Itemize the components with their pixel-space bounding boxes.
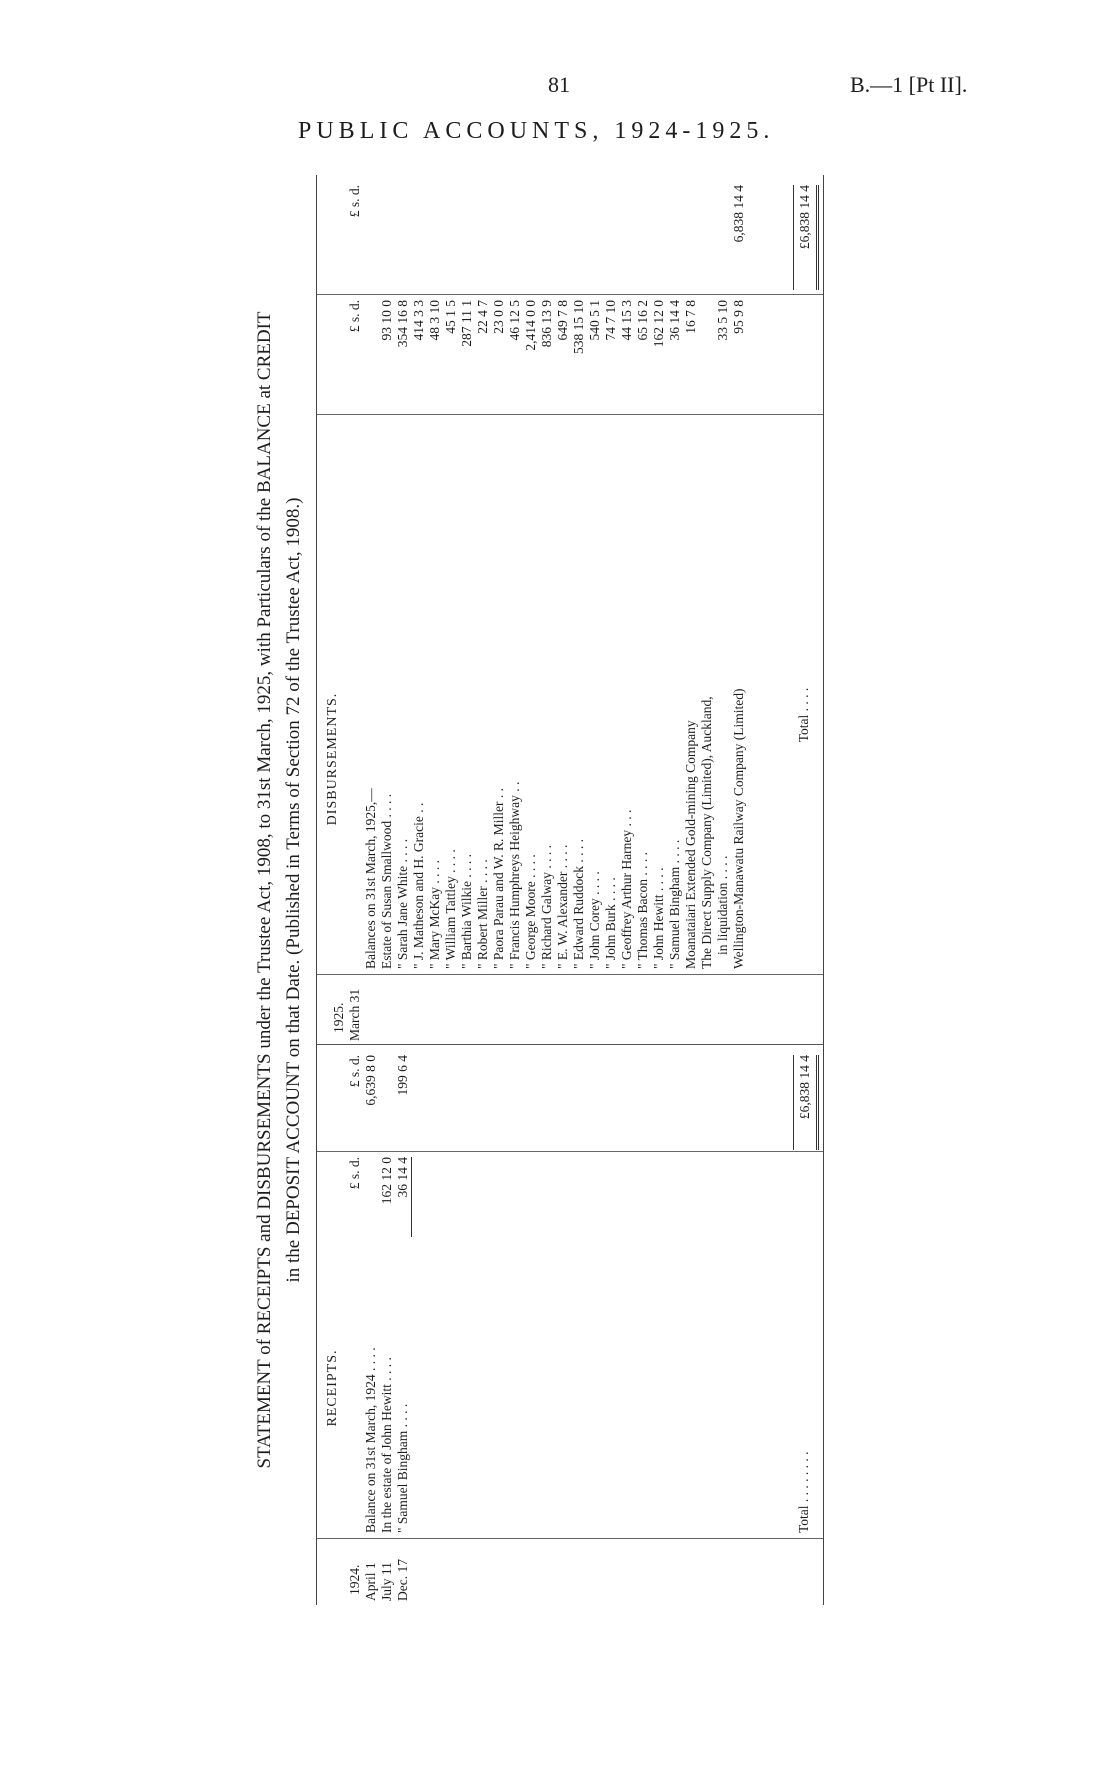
running-title: PUBLIC ACCOUNTS, 1924-1925.	[298, 118, 775, 144]
receipt-date: July 11	[379, 1562, 394, 1601]
disbursement-amount: 95 9 8	[731, 300, 746, 334]
statement-title-line1: STATEMENT of RECEIPTS and DISBURSEMENTS under the Trustee Act, 1908, to 31st March, 1925, with Particulars of the BALANCE at CREDIT	[254, 311, 275, 1469]
disbursement-description: Moanataiari Extended Gold-mining Company	[683, 720, 698, 969]
disbursement-row	[667, 175, 683, 1045]
disbursement-amount: 44 15 3	[619, 300, 634, 341]
disbursement-row	[587, 175, 603, 1045]
disbursement-amount: 287 11 1	[459, 300, 474, 347]
disbursement-description: Balances on 31st March, 1925,—	[363, 788, 378, 969]
disbursement-description: Wellington-Manawatu Railway Company (Limited)	[731, 688, 746, 969]
receipts-total-row	[793, 1045, 815, 1605]
disbursement-row	[603, 175, 619, 1045]
receipts-money-header-inner: £ s. d.	[347, 1157, 362, 1190]
page-number: 81	[548, 72, 570, 97]
disbursement-description: " Francis Humphreys Heighway . .	[507, 781, 522, 969]
disbursement-row	[699, 175, 715, 1045]
disbursement-amount: 2,414 0 0	[523, 300, 538, 351]
receipts-heading: RECEIPTS.	[325, 1349, 340, 1427]
disbursement-row	[619, 175, 635, 1045]
receipt-description: " Samuel Bingham . . . .	[395, 1403, 410, 1533]
disbursement-description: " J. Matheson and H. Gracie . .	[411, 802, 426, 969]
receipt-description: Balance on 31st March, 1924 . . . .	[363, 1347, 378, 1533]
disbursement-description: " John Corey . . . .	[587, 871, 602, 969]
receipt-date: Dec. 17	[395, 1559, 410, 1601]
disbursement-row	[715, 175, 731, 1045]
disbursement-amount: 74 7 10	[603, 300, 618, 341]
receipts-rows	[363, 1045, 411, 1605]
disbursement-amount: 22 4 7	[475, 300, 490, 334]
disbursement-row	[411, 175, 427, 1045]
disbursement-amount: 414 3 3	[411, 300, 426, 341]
disbursement-row	[539, 175, 555, 1045]
disbursement-row	[651, 175, 667, 1045]
disbursement-row	[379, 175, 395, 1045]
disbursement-description: " William Tattley . . . .	[443, 849, 458, 969]
accounts-table	[316, 175, 824, 1605]
disbursements-rows	[363, 175, 747, 1045]
receipt-outer-amount: 199 6 4	[395, 1055, 410, 1096]
disbursement-description: " Mary McKay . . . .	[427, 860, 442, 969]
disbursement-amount: 538 15 10	[571, 300, 586, 354]
statement-title	[250, 175, 309, 1605]
page-header	[0, 0, 1114, 180]
disbursement-amount: 23 0 0	[491, 300, 506, 334]
disbursement-description: " E. W. Alexander . . . .	[555, 844, 570, 969]
receipt-row	[363, 1045, 379, 1605]
disbursement-description: The Direct Supply Company (Limited), Auckland,	[699, 696, 714, 969]
disbursement-description: " Edward Ruddock . . . .	[571, 839, 586, 969]
disbursements-year: 1925.	[331, 1002, 346, 1033]
disbursement-amount: 65 16 2	[635, 300, 650, 341]
disbursements-total-label: Total . . . .	[796, 687, 811, 743]
disbursement-row	[635, 175, 651, 1045]
disbursements-money-header-inner: £ s. d.	[347, 300, 362, 333]
disbursement-amount: 649 7 8	[555, 300, 570, 341]
receipt-row	[395, 1045, 411, 1605]
disbursements-sum-value: 6,838 14 4	[731, 185, 746, 243]
disbursement-amount: 836 13 9	[539, 300, 554, 348]
disbursement-row	[571, 175, 587, 1045]
receipt-row	[379, 1045, 395, 1605]
disbursement-description: in liquidation . . . .	[715, 855, 730, 955]
disbursements-date: March 31	[347, 988, 362, 1041]
disbursement-amount: 540 5 1	[587, 300, 602, 341]
disbursement-row	[443, 175, 459, 1045]
disbursement-description: " Geoffrey Arthur Harney . . .	[619, 809, 634, 969]
disbursement-description: " George Moore . . . .	[523, 854, 538, 969]
disbursement-row	[731, 175, 747, 1045]
receipts-total-value: £6,838 14 4	[793, 1055, 819, 1150]
receipt-outer-amount: 6,639 8 0	[363, 1055, 378, 1106]
disbursement-row	[395, 175, 411, 1045]
statement-title-line2: in the DEPOSIT ACCOUNT on that Date. (Published in Terms of Section 72 of the Trustee Act, 1908.)	[283, 497, 305, 1283]
disbursement-description: " Samuel Bingham . . . .	[667, 839, 682, 969]
receipt-inner-amount: 162 12 0	[379, 1157, 394, 1205]
disbursement-amount: 45 1 5	[443, 300, 458, 334]
disbursement-description: " Barthia Wilkie . . . .	[459, 854, 474, 969]
disbursement-row	[507, 175, 523, 1045]
disbursement-amount: 48 3 10	[427, 300, 442, 341]
disbursement-amount: 33 5 10	[715, 300, 730, 341]
receipts-total-label: Total . . . . . . . .	[796, 1451, 811, 1533]
disbursement-description: " Sarah Jane White . . . .	[395, 838, 410, 969]
disbursement-row	[683, 175, 699, 1045]
disbursement-description: " John Burk . . . .	[603, 877, 618, 969]
disbursement-description: " Thomas Bacon . . . .	[635, 852, 650, 969]
disbursement-row	[555, 175, 571, 1045]
disbursements-total-row	[793, 175, 815, 1045]
rotated-statement	[250, 175, 835, 1605]
disbursement-amount: 354 16 8	[395, 300, 410, 348]
disbursement-amount: 36 14 4	[667, 300, 682, 341]
parliamentary-reference: B.—1 [Pt II].	[850, 72, 968, 97]
disbursement-row	[475, 175, 491, 1045]
receipts-section	[317, 1044, 823, 1605]
disbursement-row	[523, 175, 539, 1045]
disbursements-total-value: £6,838 14 4	[793, 185, 819, 290]
disbursements-section	[317, 175, 823, 1045]
disbursement-amount: 46 12 5	[507, 300, 522, 341]
disbursement-amount: 93 10 0	[379, 300, 394, 341]
receipt-inner-amount: 36 14 4	[395, 1157, 412, 1237]
receipt-date: April 1	[363, 1562, 378, 1601]
disbursement-amount: 162 12 0	[651, 300, 666, 348]
disbursement-description: " Robert Miller . . . .	[475, 859, 490, 969]
disbursement-description: Estate of Susan Smallwood . . . .	[379, 793, 394, 969]
disbursements-money-header-outer: £ s. d.	[347, 185, 362, 218]
disbursement-description: " Paora Parau and W. R. Miller . .	[491, 788, 506, 969]
disbursement-row	[363, 175, 379, 1045]
disbursement-description: " John Hewitt . . . .	[651, 867, 666, 969]
disbursements-heading: DISBURSEMENTS.	[325, 692, 340, 826]
receipts-money-header-outer: £ s. d.	[347, 1055, 362, 1088]
disbursement-row	[427, 175, 443, 1045]
disbursement-row	[459, 175, 475, 1045]
disbursement-description: " Richard Galway . . . .	[539, 845, 554, 969]
disbursement-amount: 16 7 8	[683, 300, 698, 334]
receipt-description: In the estate of John Hewitt . . . .	[379, 1357, 394, 1533]
receipts-year: 1924.	[347, 1564, 362, 1595]
disbursement-row	[491, 175, 507, 1045]
